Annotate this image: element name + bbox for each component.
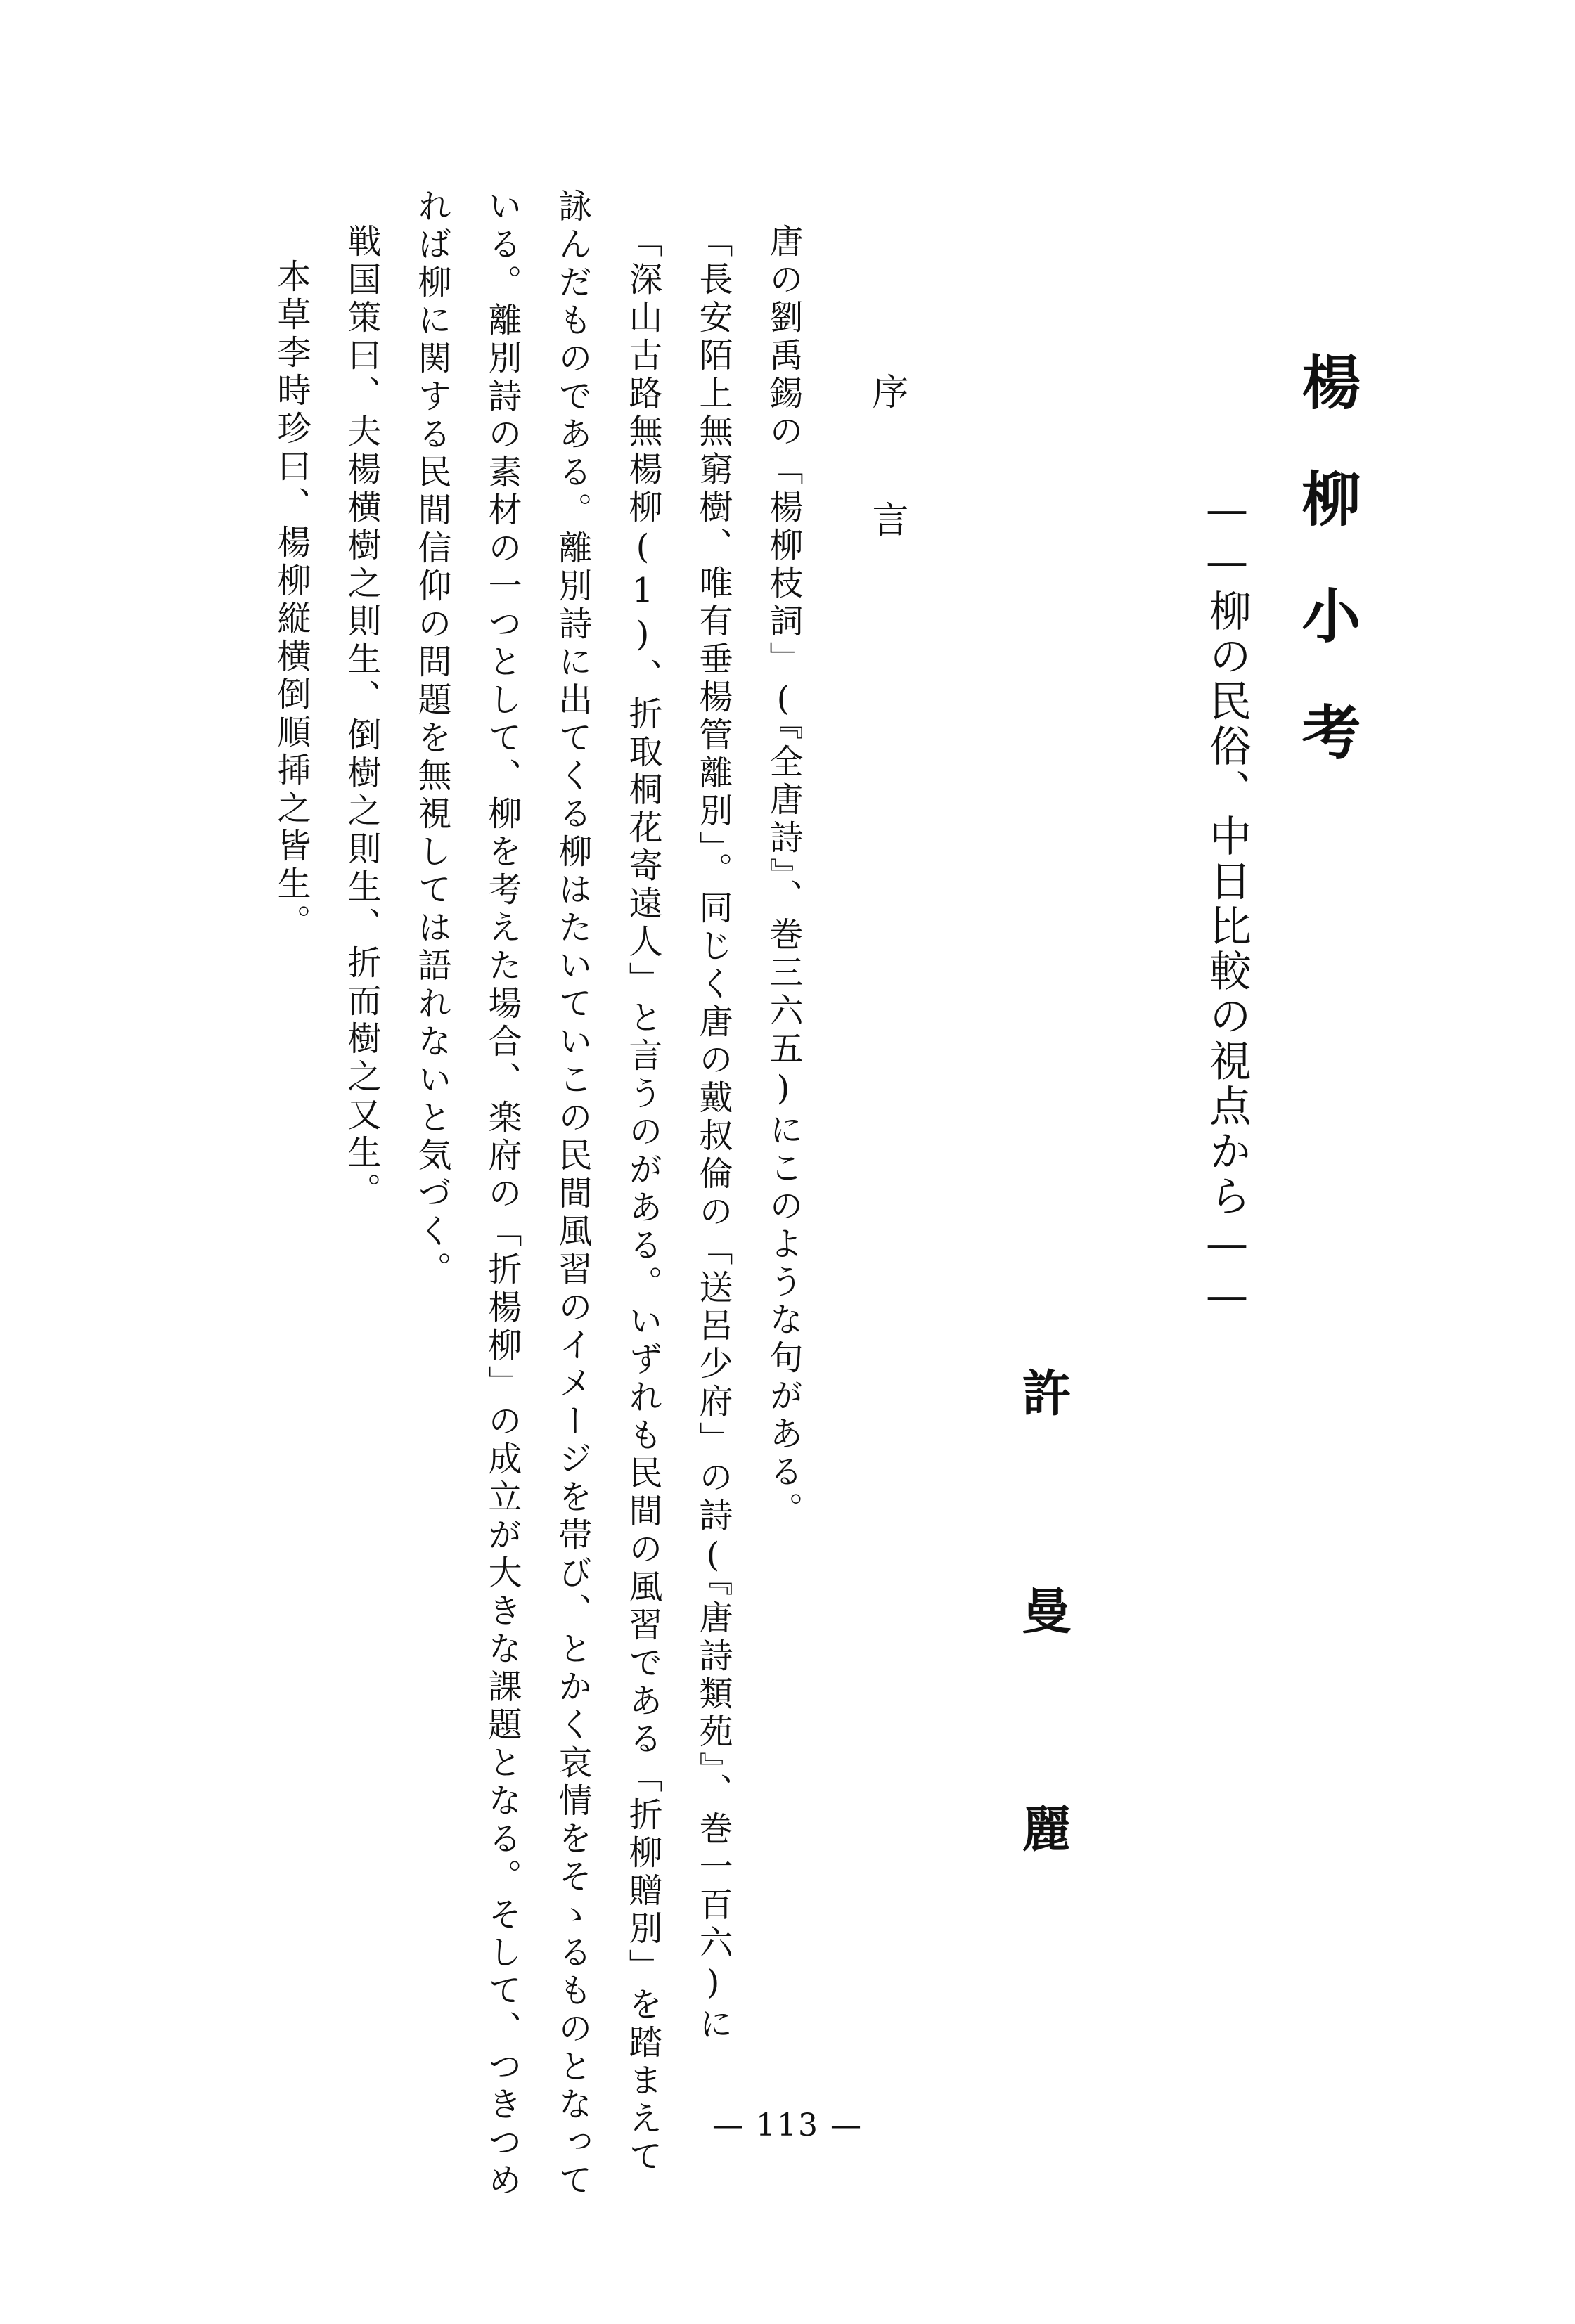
body-line: 詠んだものである。離別詩に出てくる柳はたいていこの民間風習のイメージを帯び、とかく哀情をそゝるものとなって: [553, 188, 592, 2200]
article-title: 楊柳小考: [1292, 351, 1362, 818]
body-line: 唐の劉禹錫の「楊柳枝詞」(『全唐詩』、巻三六五)にこのような句がある。: [764, 224, 803, 1530]
body-line: 「深山古路無楊柳(1)、折取桐花寄遠人」と言うのがある。いずれも民間の風習である「折柳贈別」を踏まえて: [623, 224, 662, 2176]
body-line: 「長安陌上無窮樹、唯有垂楊管離別」。同じく唐の戴叔倫の「送呂少府」の詩(『唐詩類苑』、巻一百六)に: [693, 224, 733, 2044]
quote-line: 本草李時珍曰、楊柳縦横倒順揷之皆生。: [271, 259, 311, 942]
body-line: いる。離別詩の素材の一つとして、柳を考えた場合、楽府の「折楊柳」の成立が大きな課題となる。そして、つきつめ: [482, 188, 522, 2200]
quote-line: 戦国策曰、夫楊横樹之則生、倒樹之則生、折而樹之又生。: [342, 224, 381, 1211]
author-name: 許曼麗: [1014, 1367, 1072, 2021]
body-line: れば柳に関する民間信仰の問題を無視しては語れないと気づく。: [412, 188, 451, 1289]
section-heading: 序言: [866, 373, 908, 628]
article-subtitle: ——柳の民俗、中日比較の視点から——: [1202, 485, 1252, 1323]
page-number: — 113 —: [712, 2107, 863, 2143]
